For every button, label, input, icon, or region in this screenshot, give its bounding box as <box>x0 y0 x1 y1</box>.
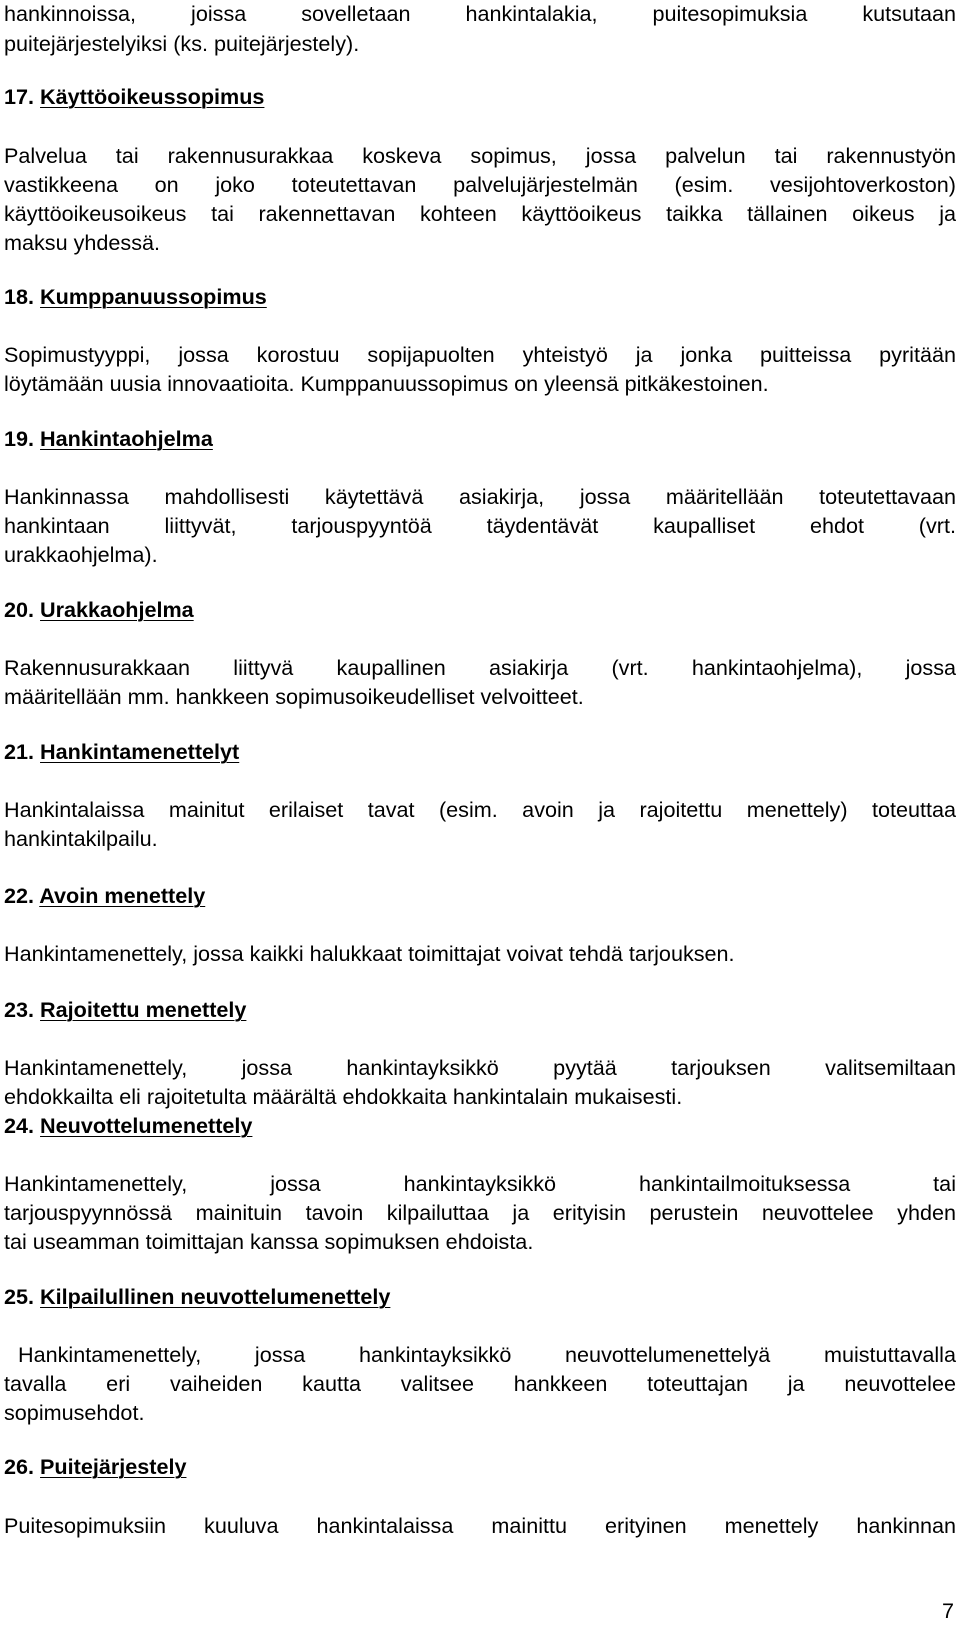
section-number: 22. <box>4 883 35 908</box>
body-line: Sopimustyyppi, jossa korostuu sopijapuolten yhteistyö ja jonka puitteissa pyritään <box>4 342 956 367</box>
body-line: tavalla eri vaiheiden kautta valitsee hankkeen toteuttajan ja neuvottelee <box>4 1371 956 1396</box>
section-heading-20 <box>4 597 194 623</box>
body-line: Hankintamenettely, jossa hankintayksikkö pyytää tarjouksen valitsemiltaan <box>4 1055 956 1080</box>
body-line: määritellään mm. hankkeen sopimusoikeudelliset velvoitteet. <box>4 684 584 709</box>
body-line: Hankinnassa mahdollisesti käytettävä asiakirja, jossa määritellään toteutettavaan <box>4 484 956 509</box>
section-heading-21 <box>4 739 239 765</box>
body-line: puitejärjestelyiksi (ks. puitejärjestely). <box>4 31 360 56</box>
section-title: Kumppanuussopimus <box>40 284 267 309</box>
section-number: 21. <box>4 739 35 764</box>
section-number: 20. <box>4 597 35 622</box>
body-line: Puitesopimuksiin kuuluva hankintalaissa mainittu erityinen menettely hankinnan <box>4 1513 956 1538</box>
body-line: Palvelua tai rakennusurakkaa koskeva sopimus, jossa palvelun tai rakennustyön <box>4 143 956 168</box>
section-heading-19 <box>4 426 213 452</box>
page-number: 7 <box>941 1598 954 1623</box>
body-line: sopimusehdot. <box>4 1400 145 1425</box>
section-heading-26 <box>4 1454 186 1480</box>
section-heading-17 <box>4 84 264 110</box>
section-title: Käyttöoikeussopimus <box>40 84 265 109</box>
section-title: Neuvottelumenettely <box>40 1113 253 1138</box>
body-line: urakkaohjelma). <box>4 542 158 567</box>
section-title: Kilpailullinen neuvottelumenettely <box>40 1284 391 1309</box>
body-line: Hankintamenettely, jossa kaikki halukkaat toimittajat voivat tehdä tarjouksen. <box>4 941 735 966</box>
section-title: Avoin menettely <box>39 883 206 908</box>
section-heading-18 <box>4 284 267 310</box>
section-heading-23 <box>4 997 246 1023</box>
body-line: tarjouspyynnössä mainituin tavoin kilpailuttaa ja erityisin perustein neuvottelee yhden <box>4 1200 956 1225</box>
body-line: vastikkeena on joko toteutettavan palvelujärjestelmän (esim. vesijohtoverkoston) <box>4 172 956 197</box>
section-heading-25 <box>4 1284 390 1310</box>
body-line: Rakennusurakkaan liittyvä kaupallinen asiakirja (vrt. hankintaohjelma), jossa <box>4 655 956 680</box>
body-line: tai useamman toimittajan kanssa sopimuksen ehdoista. <box>4 1229 534 1254</box>
section-title: Hankintamenettelyt <box>40 739 240 764</box>
section-number: 24. <box>4 1113 35 1138</box>
section-number: 23. <box>4 997 35 1022</box>
body-line: ehdokkailta eli rajoitetulta määrältä ehdokkaita hankintalain mukaisesti. <box>4 1084 683 1109</box>
body-line: maksu yhdessä. <box>4 230 161 255</box>
section-title: Puitejärjestely <box>40 1454 187 1479</box>
body-line: löytämään uusia innovaatioita. Kumppanuussopimus on yleensä pitkäkestoinen. <box>4 371 769 396</box>
section-title: Urakkaohjelma <box>40 597 194 622</box>
body-line: hankinnoissa, joissa sovelletaan hankintalakia, puitesopimuksia kutsutaan <box>4 1 956 26</box>
section-number: 19. <box>4 426 35 451</box>
body-line: Hankintalaissa mainitut erilaiset tavat (esim. avoin ja rajoitettu menettely) toteuttaa <box>4 797 956 822</box>
section-title: Hankintaohjelma <box>40 426 213 451</box>
body-line: hankintakilpailu. <box>4 826 158 851</box>
body-line: Hankintamenettely, jossa hankintayksikkö neuvottelumenettelyä muistuttavalla <box>18 1342 956 1367</box>
body-line: hankintaan liittyvät, tarjouspyyntöä täydentävät kaupalliset ehdot (vrt. <box>4 513 956 538</box>
section-number: 17. <box>4 84 35 109</box>
section-heading-24 <box>4 1113 252 1139</box>
body-line: Hankintamenettely, jossa hankintayksikkö hankintailmoituksessa tai <box>4 1171 956 1196</box>
section-heading-22 <box>4 883 205 909</box>
section-number: 26. <box>4 1454 35 1479</box>
body-line: käyttöoikeusoikeus tai rakennettavan kohteen käyttöoikeus taikka tällainen oikeus ja <box>4 201 956 226</box>
section-number: 18. <box>4 284 35 309</box>
section-number: 25. <box>4 1284 35 1309</box>
section-title: Rajoitettu menettely <box>40 997 247 1022</box>
